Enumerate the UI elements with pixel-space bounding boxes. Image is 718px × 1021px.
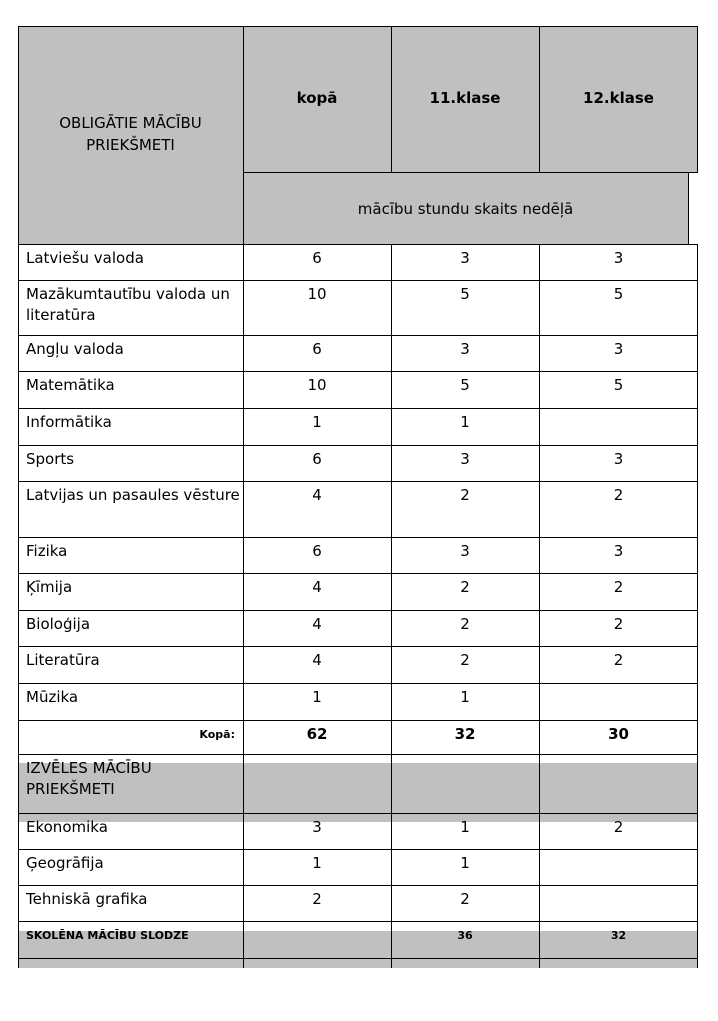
hours-c12 (539, 849, 698, 885)
row-divider (18, 683, 698, 684)
subject-name: Literatūra (26, 651, 100, 669)
hours-c11: 1 (460, 688, 470, 706)
hours-c12: 3 (613, 249, 624, 267)
hours-total: 4 (312, 615, 322, 633)
subject-name: Informātika (26, 413, 112, 431)
subject-name: Ģeogrāfija (26, 854, 104, 872)
hours-total: 1 (312, 413, 322, 431)
subject-name: Bioloģija (26, 615, 91, 633)
row-divider (18, 610, 698, 611)
subject-name: Mazākumtautību valoda un literatūra (26, 285, 230, 324)
hours-c11: 2 (460, 578, 470, 596)
column-header-grade-11: 11.klase (429, 89, 501, 107)
hours-c11: 5 (460, 285, 470, 303)
curriculum-table (18, 26, 698, 968)
column-header-grade-12: 12.klase (583, 89, 654, 107)
hours-c12: 5 (613, 285, 624, 303)
mandatory-total-label: Kopā: (199, 728, 235, 741)
subject-name: Ķīmija (26, 578, 73, 596)
row-divider (18, 958, 698, 959)
hours-total: 2 (312, 890, 322, 908)
hours-c11: 36 (457, 929, 473, 942)
row-divider (18, 537, 698, 538)
hours-total: 4 (312, 651, 322, 669)
subject-name: Latvijas un pasaules vēsture (26, 486, 240, 504)
hours-total: 6 (312, 249, 322, 267)
hours-total: 1 (312, 854, 322, 872)
column-divider (539, 244, 540, 968)
hours-total: 4 (312, 486, 322, 504)
hours-c12: 5 (613, 376, 624, 394)
subject-name: Latviešu valoda (26, 249, 144, 267)
row-divider (18, 849, 698, 850)
row-divider (243, 172, 698, 173)
column-divider (391, 26, 392, 172)
column-divider (18, 26, 19, 968)
row-divider (18, 885, 698, 886)
hours-c12: 3 (613, 340, 624, 358)
subject-name: Fizika (26, 542, 68, 560)
hours-c12: 2 (613, 578, 624, 596)
hours-total: 1 (312, 688, 322, 706)
row-divider (18, 408, 698, 409)
hours-total: 3 (312, 818, 322, 836)
hours-c11: 2 (460, 890, 470, 908)
hours-c11: 2 (460, 651, 470, 669)
row-divider (18, 754, 698, 755)
hours-c12: 2 (613, 651, 624, 669)
hours-c12: 32 (610, 929, 627, 942)
row-divider (18, 280, 698, 281)
column-divider (697, 244, 698, 968)
row-divider (18, 445, 698, 446)
subject-name: Matemātika (26, 376, 115, 394)
column-divider (243, 26, 244, 968)
row-divider (18, 26, 698, 27)
subject-name: Tehniskā grafika (26, 890, 148, 908)
hours-total: 62 (306, 725, 328, 743)
hours-total: 10 (307, 285, 327, 303)
hours-c12: 2 (613, 615, 624, 633)
hours-c12 (539, 408, 698, 445)
hours-c11: 3 (460, 542, 470, 560)
hours-c11: 1 (460, 818, 470, 836)
hours-c12: 30 (608, 725, 629, 743)
hours-total: 6 (312, 450, 322, 468)
row-divider (18, 921, 698, 922)
hours-c11: 1 (460, 413, 470, 431)
student-load-label: SKOLĒNA MĀCĪBU SLODZE (26, 929, 189, 942)
column-divider (688, 172, 689, 244)
subject-name: Angļu valoda (26, 340, 124, 358)
hours-total: 10 (307, 376, 327, 394)
hours-c11: 3 (460, 450, 470, 468)
mandatory-subjects-title: OBLIGĀTIE MĀCĪBU PRIEKŠMETI (59, 114, 202, 154)
hours-c11: 1 (460, 854, 470, 872)
hours-total: 6 (312, 340, 322, 358)
subject-name: Ekonomika (26, 818, 108, 836)
column-divider (697, 26, 698, 172)
hours-c11: 2 (460, 615, 470, 633)
column-header-total: kopā (296, 89, 338, 107)
hours-c12 (539, 683, 698, 720)
hours-total (243, 921, 391, 958)
hours-c12 (539, 885, 698, 921)
row-divider (18, 335, 698, 336)
hours-c12: 3 (613, 542, 624, 560)
hours-c12: 2 (613, 486, 624, 504)
row-divider (18, 646, 698, 647)
hours-c11: 3 (460, 340, 470, 358)
subject-name: Mūzika (26, 688, 79, 706)
row-divider (18, 371, 698, 372)
hours-c12: 3 (613, 450, 624, 468)
hours-c12: 2 (613, 818, 624, 836)
column-divider (539, 26, 540, 172)
weekly-hours-subheader: mācību stundu skaits nedēļā (357, 200, 574, 218)
hours-c11: 5 (460, 376, 470, 394)
row-divider (18, 481, 698, 482)
hours-c11: 32 (454, 725, 476, 743)
elective-subjects-title: IZVĒLES MĀCĪBU PRIEKŠMETI (26, 759, 152, 798)
hours-total: 4 (312, 578, 322, 596)
hours-c11: 2 (460, 486, 470, 504)
row-divider (18, 244, 698, 245)
row-divider (18, 573, 698, 574)
row-divider (18, 720, 698, 721)
hours-c11: 3 (460, 249, 470, 267)
row-divider (18, 813, 698, 814)
hours-total: 6 (312, 542, 322, 560)
subject-name: Sports (26, 450, 75, 468)
column-divider (391, 244, 392, 968)
